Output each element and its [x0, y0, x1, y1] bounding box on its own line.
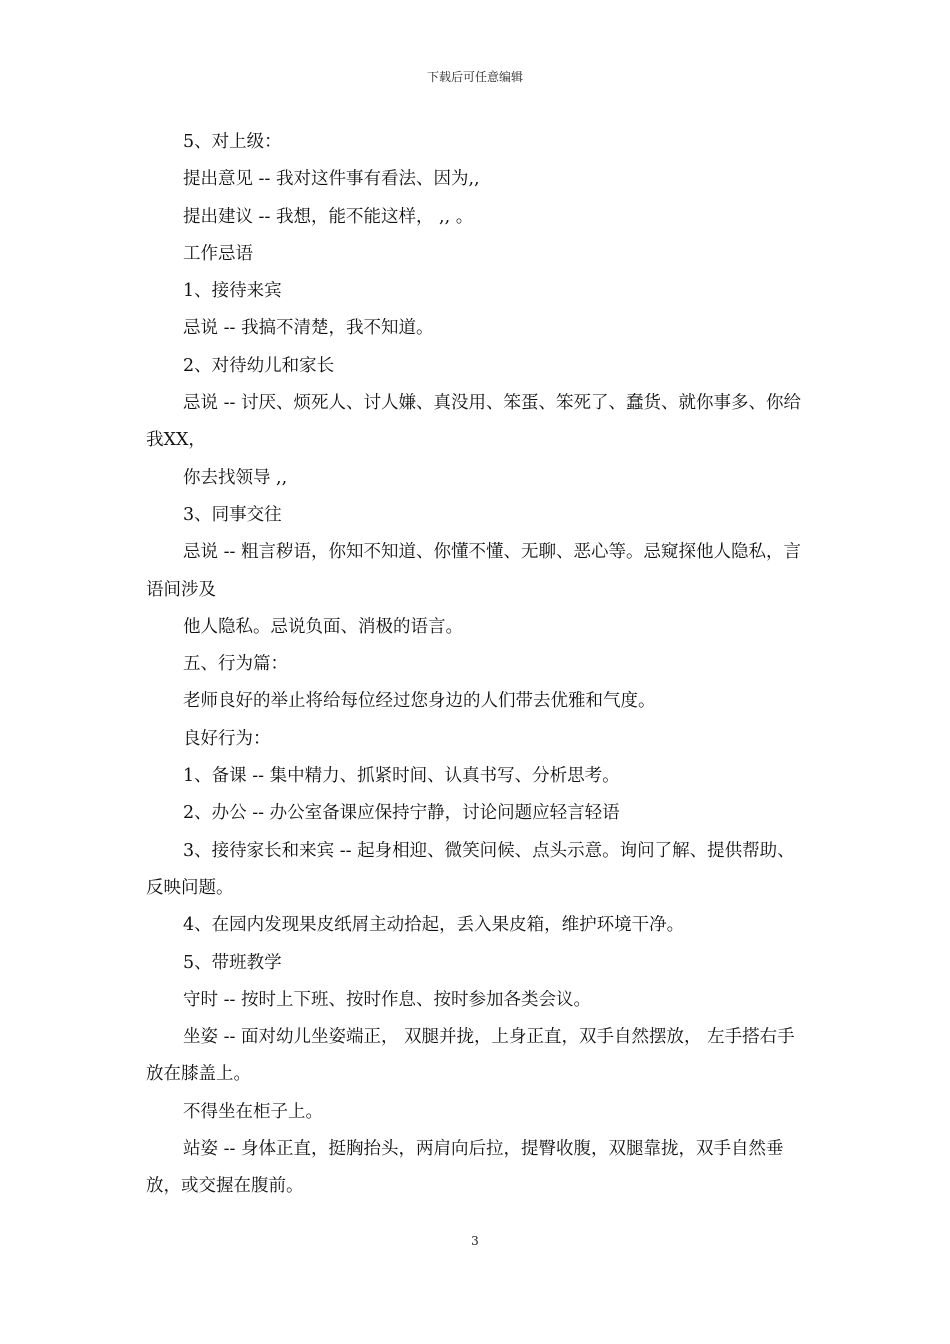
paragraph: 不得坐在柜子上。 [183, 1101, 323, 1122]
paragraph: 5、带班教学 [183, 952, 282, 973]
paragraph: 提出建议 -- 我想，能不能这样， ,, 。 [183, 206, 474, 227]
paragraph: 3、同事交往 [183, 504, 282, 525]
document-body [146, 124, 806, 1206]
paragraph: 良好行为： [183, 728, 271, 749]
paragraph: 4、在园内发现果皮纸屑主动拾起，丢入果皮箱，维护环境干净。 [183, 915, 685, 936]
paragraph: 老师良好的举止将给每位经过您身边的人们带去优雅和气度。 [183, 691, 656, 712]
paragraph: 他人隐私。忌说负面、消极的语言。 [183, 616, 463, 637]
paragraph: 忌说 -- 讨厌、烦死人、讨人嫌、真没用、笨蛋、笨死了、蠢货、就你事多、你给我XX， [146, 393, 801, 451]
paragraph: 忌说 -- 粗言秽语，你知不知道、你懂不懂、无聊、恶心等。忌窥探他人隐私，言语间涉及 [146, 542, 801, 600]
paragraph: 提出意见 -- 我对这件事有看法、因为,, [183, 169, 480, 190]
paragraph: 3、接待家长和来宾 -- 起身相迎、微笑问候、点头示意。询问了解、提供帮助、反映问题。 [146, 840, 795, 898]
section-heading: 五、行为篇： [183, 654, 288, 675]
paragraph: 2、办公 -- 办公室备课应保持宁静，讨论问题应轻言轻语 [183, 803, 620, 824]
paragraph: 你去找领导 ,, [183, 467, 288, 488]
paragraph: 坐姿 -- 面对幼儿坐姿端正， 双腿并拢，上身正直，双手自然摆放， 左手搭右手放在膝盖上。 [146, 1027, 795, 1085]
paragraph: 5、对上级： [183, 132, 282, 152]
paragraph: 守时 -- 按时上下班、按时作息、按时参加各类会议。 [183, 989, 591, 1010]
paragraph: 2、对待幼儿和家长 [183, 355, 335, 376]
page-number: 3 [471, 1234, 479, 1248]
paragraph: 1、备课 -- 集中精力、抓紧时间、认真书写、分析思考。 [183, 766, 620, 787]
section-heading: 工作忌语 [183, 243, 253, 264]
paragraph: 1、接待来宾 [183, 281, 282, 302]
page-header: 下载后可任意编辑 [426, 70, 523, 84]
paragraph: 忌说 -- 我搞不清楚，我不知道。 [183, 318, 434, 339]
paragraph: 站姿 -- 身体正直，挺胸抬头，两肩向后拉，提臀收腹，双腿靠拢，双手自然垂放，或交握在腹前。 [146, 1139, 784, 1197]
